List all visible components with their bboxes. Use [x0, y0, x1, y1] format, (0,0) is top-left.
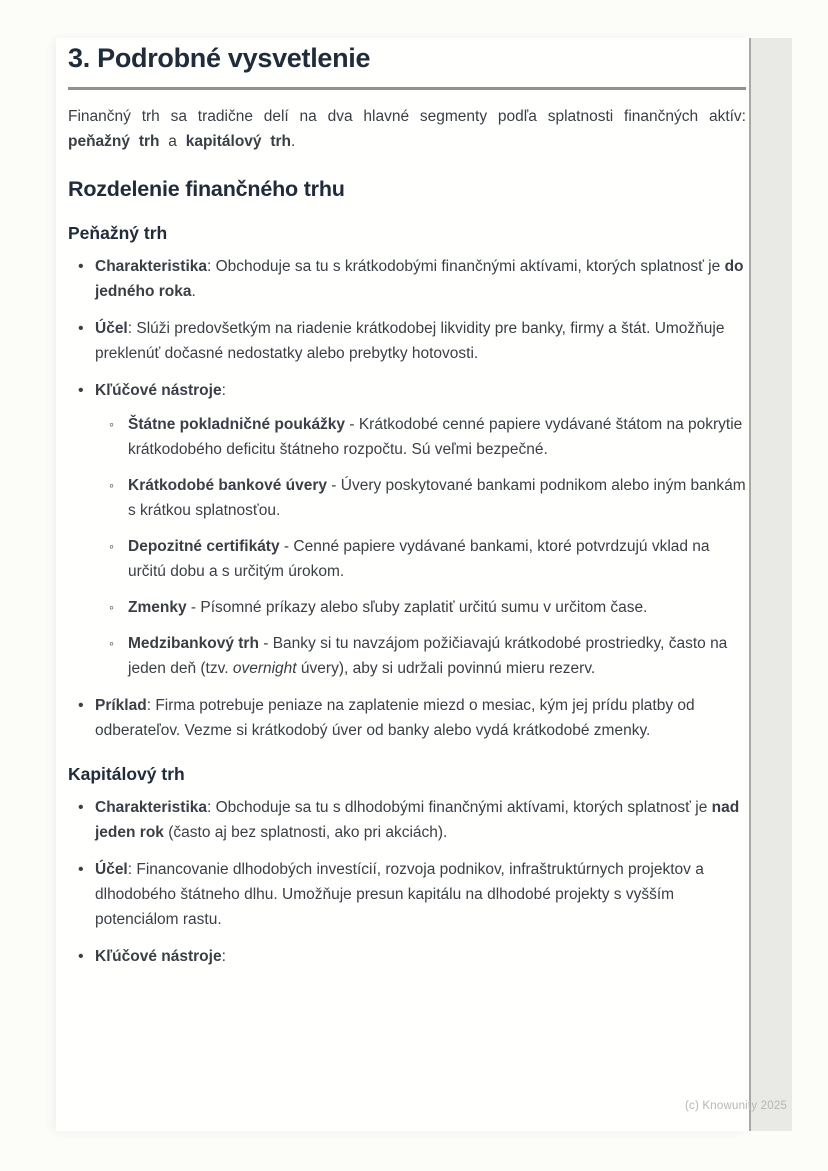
list-item-text [95, 857, 746, 932]
document-body [68, 104, 746, 969]
text-run: Charakteristika [95, 799, 208, 816]
text-run: - Banky si tu navzájom požičiavajú krátkodobé prostriedky, často na jeden deň (tzv. [128, 635, 728, 677]
text-run: Zmenky [128, 599, 187, 616]
list-item [95, 595, 746, 620]
list-item [68, 857, 746, 932]
subsection-heading: Peňažný trh [68, 223, 168, 243]
page-edge-strip [749, 38, 792, 1131]
text-run: kapitálový trh [185, 133, 291, 150]
bullet-list [68, 795, 746, 969]
list-item [68, 944, 746, 969]
bullet-list [68, 254, 746, 743]
text-run: : Firma potrebuje peniaze na zaplatenie miezd o mesiac, kým jej prídu platby od odberateľov. Vezme si krátkodobý úver od banky alebo vydá krátkodobé zmenky. [95, 697, 695, 739]
text-run: . [191, 283, 196, 300]
text-run: úvery), aby si udržali povinnú mieru rezerv. [296, 660, 596, 677]
list-item [68, 378, 746, 681]
watermark: (c) Knowunity 2025 [685, 1100, 788, 1112]
text-run: - Úvery poskytované bankami podnikom alebo iným bankám s krátkou splatnosťou. [128, 477, 746, 519]
paragraph [68, 104, 746, 154]
text-run: : [221, 382, 226, 399]
title-divider [68, 87, 746, 90]
text-run: overnight [232, 660, 297, 677]
list-item-text [128, 595, 746, 620]
list-item-text [95, 944, 746, 969]
text-run: nad jeden rok [95, 799, 740, 841]
list-item [68, 254, 746, 304]
text-run: . [291, 133, 296, 150]
list-item [95, 631, 746, 681]
list-item [95, 412, 746, 462]
text-run: : Obchoduje sa tu s krátkodobými finančnými aktívami, ktorých splatnosť je [207, 258, 725, 275]
document-content [68, 42, 746, 981]
page-title: 3. Podrobné vysvetlenie [68, 43, 371, 73]
list-item-text [95, 693, 746, 743]
text-run: Kľúčové nástroje [95, 382, 222, 399]
text-run: - Písomné príkazy alebo sľuby zaplatiť určitú sumu v určitom čase. [186, 599, 648, 616]
list-item-text [128, 631, 746, 681]
section-heading: Rozdelenie finančného trhu [68, 177, 345, 201]
list-item-text [95, 378, 746, 403]
text-run: a [159, 133, 186, 150]
list-item-text [128, 412, 746, 462]
text-run: : [221, 948, 226, 965]
list-item [95, 534, 746, 584]
list-item [95, 473, 746, 523]
subsection-heading: Kapitálový trh [68, 764, 185, 784]
text-run: : Obchoduje sa tu s dlhodobými finančnými aktívami, ktorých splatnosť je [207, 799, 712, 816]
text-run: Príklad [95, 697, 147, 714]
text-run: - Krátkodobé cenné papiere vydávané štátom na pokrytie krátkodobého deficitu štátneho rozpočtu. Sú veľmi bezpečné. [128, 416, 743, 458]
text-run: (často aj bez splatnosti, ako pri akciách). [163, 824, 448, 841]
text-run: Finančný trh sa tradične delí na dva hlavné segmenty podľa splatnosti finančných aktív: [68, 108, 746, 125]
text-run: Charakteristika [95, 258, 208, 275]
text-run: do jedného roka [95, 258, 744, 300]
list-item-text [128, 534, 746, 584]
text-run: Medzibankový trh [128, 635, 259, 652]
list-item-text [95, 316, 746, 366]
list-item-text [128, 473, 746, 523]
text-run: Depozitné certifikáty [128, 538, 280, 555]
text-run: Účel [95, 320, 128, 337]
sub-bullet-list [95, 412, 746, 681]
list-item-text [95, 795, 746, 845]
list-item-text [95, 254, 746, 304]
text-run: : Financovanie dlhodobých investícií, rozvoja podnikov, infraštruktúrnych projektov a dlhodobého štátneho dlhu. Umožňuje presun kapitálu na dlhodobé projekty s vyšším potenciálom rastu. [95, 861, 704, 928]
list-item [68, 316, 746, 366]
text-run: - Cenné papiere vydávané bankami, ktoré potvrdzujú vklad na určitú dobu a s určitým úrokom. [128, 538, 710, 580]
text-run: Štátne pokladničné poukážky [128, 416, 346, 433]
text-run: peňažný trh [68, 133, 160, 150]
list-item [68, 795, 746, 845]
document-page [56, 38, 749, 1131]
list-item [68, 693, 746, 743]
text-run: Krátkodobé bankové úvery [128, 477, 327, 494]
text-run: : Slúži predovšetkým na riadenie krátkodobej likvidity pre banky, firmy a štát. Umožňuje preklenúť dočasné nedostatky alebo prebytky hotovosti. [95, 320, 725, 362]
text-run: Účel [95, 861, 128, 878]
text-run: Kľúčové nástroje [95, 948, 222, 965]
